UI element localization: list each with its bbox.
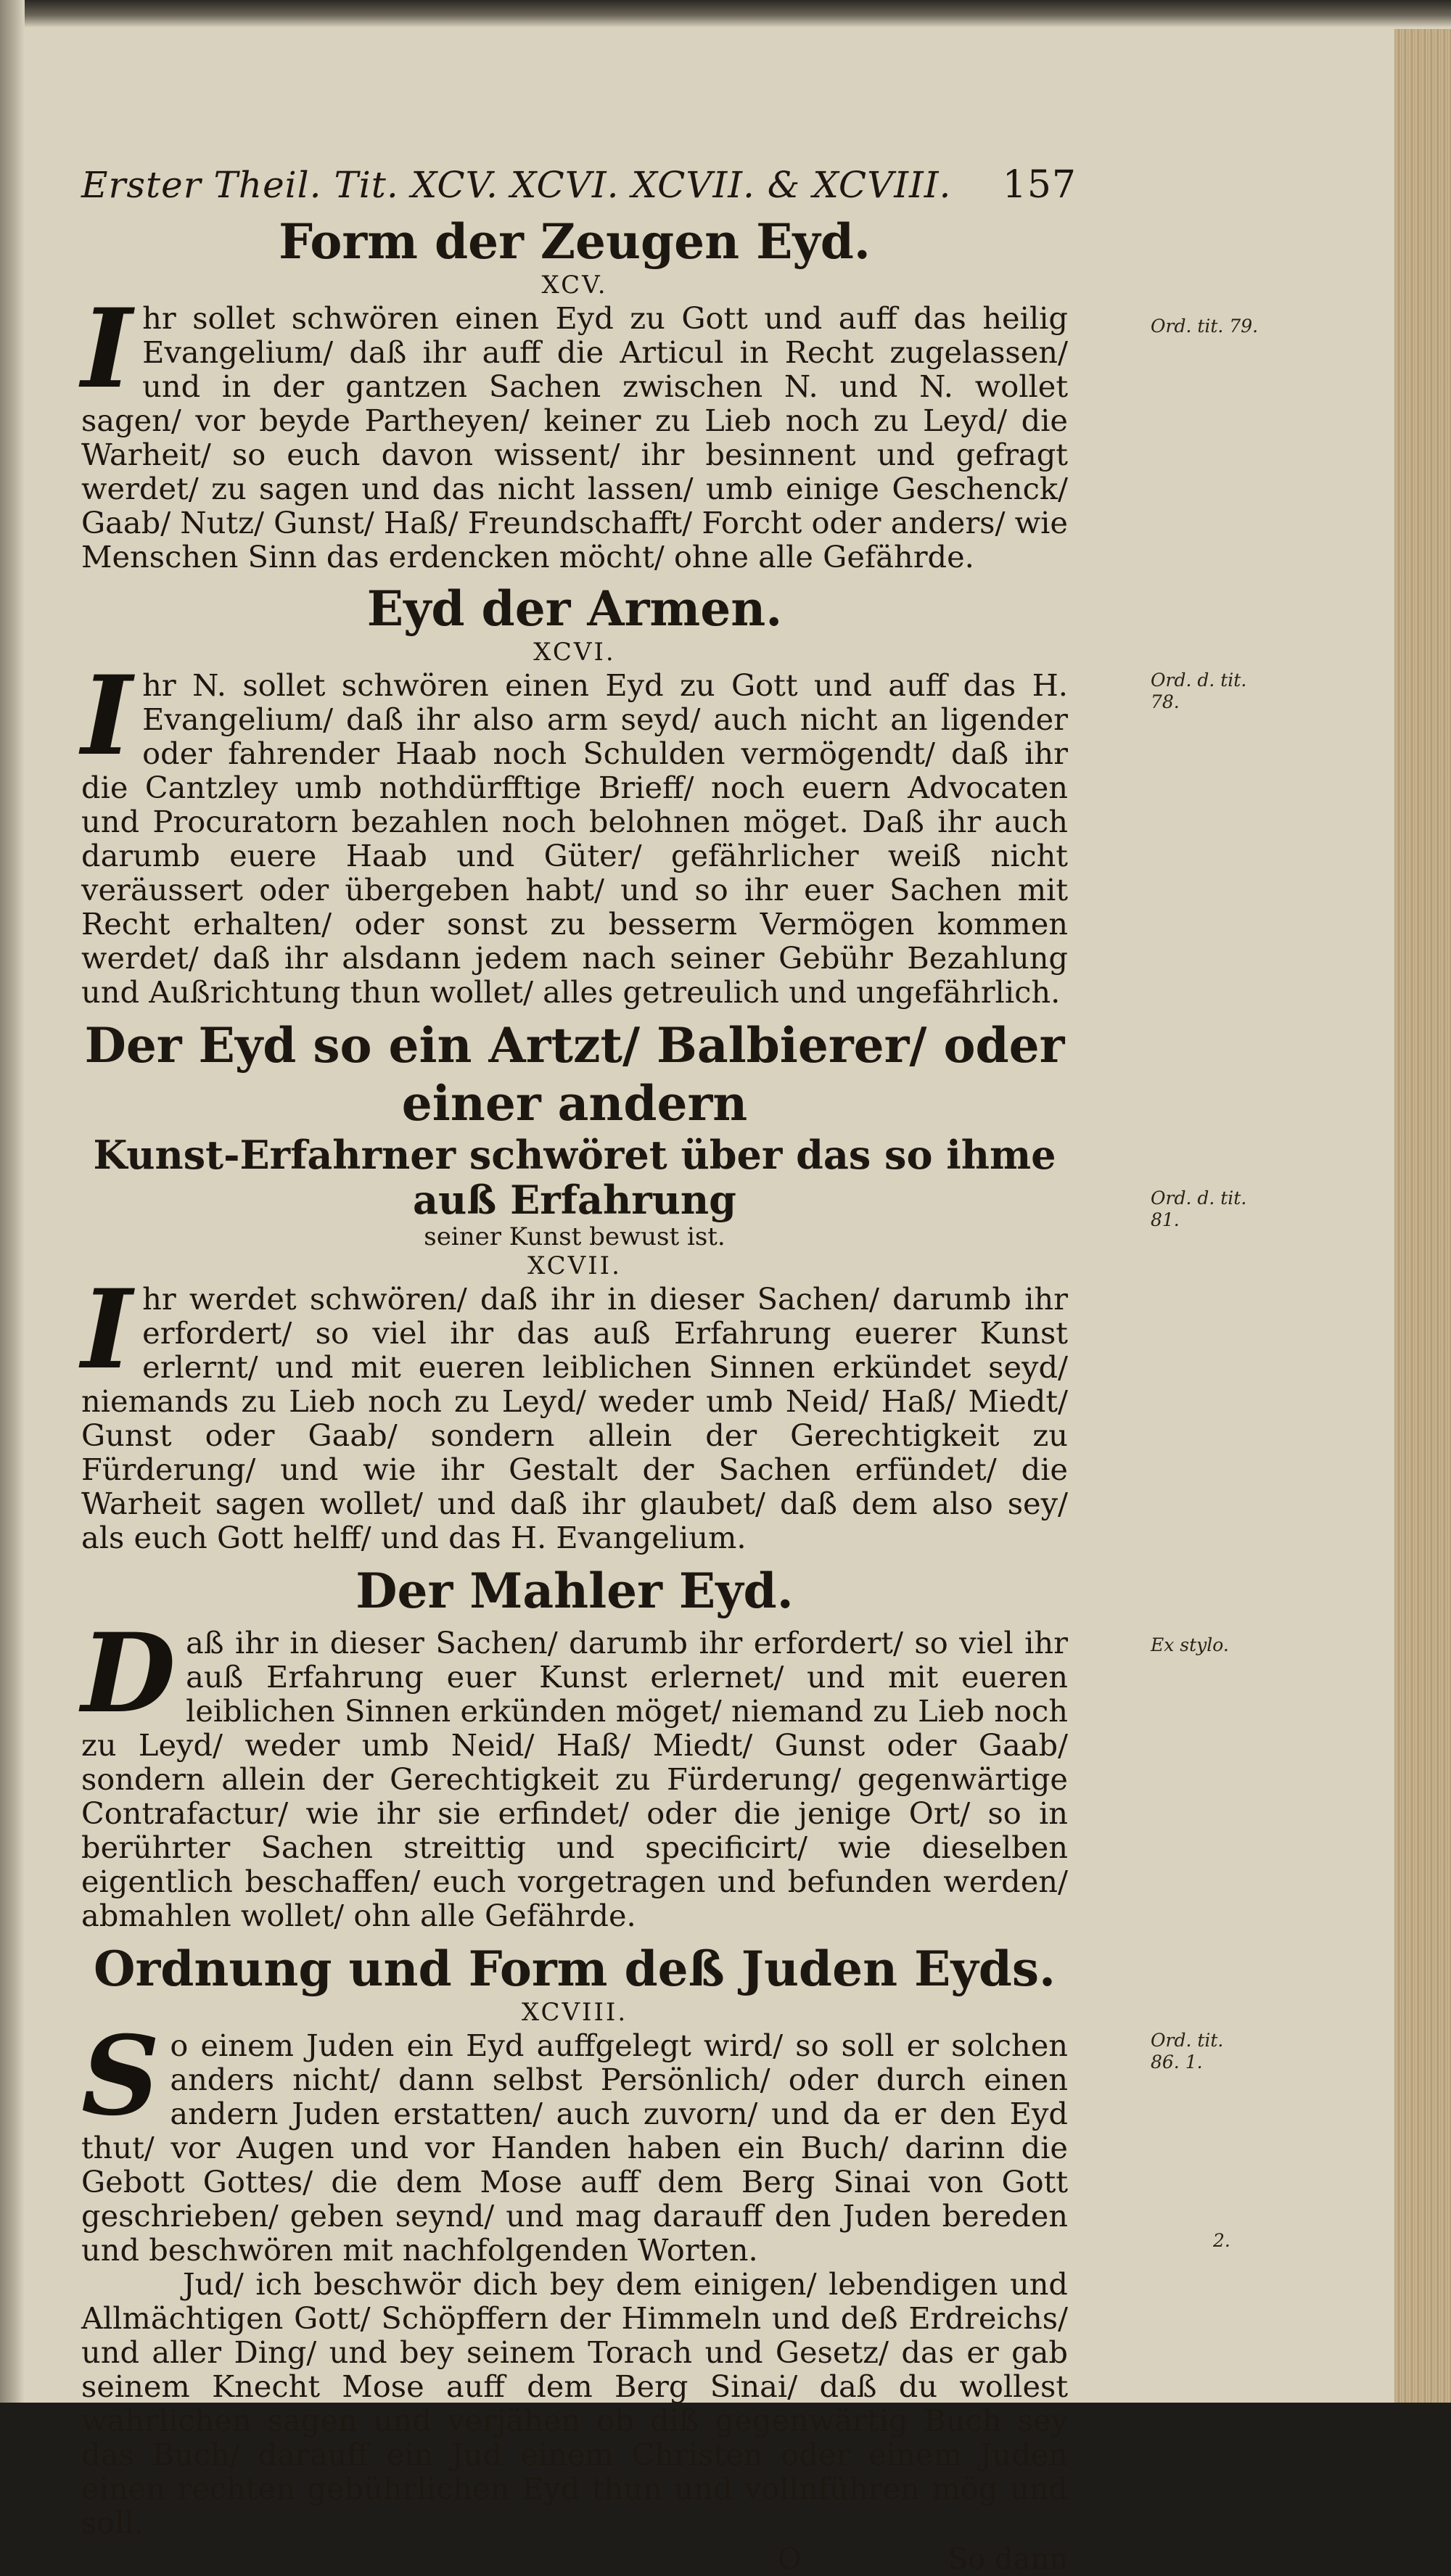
catchword: So dann [948, 2543, 1068, 2576]
running-head-title: Erster Theil. Tit. XCV. XCVI. XCVII. & XCVIII. [81, 164, 952, 206]
drop-cap: I [81, 652, 133, 780]
running-head [81, 163, 1077, 207]
section-heading: Der Mahler Eyd. [355, 1563, 794, 1619]
page-footer [81, 2543, 1068, 2576]
section-heading: Der Eyd so ein Artzt/ Balbierer/ oder einer andern [84, 1017, 1065, 1132]
drop-cap: D [81, 1610, 176, 1737]
section-numeral: XCV. [541, 271, 608, 300]
section-text-2: Jud/ ich beschwör dich bey dem einigen/ lebendigen und Allmächtigen Gott/ Schöpffern der Himmeln und deß Erdreichs/ und aller Ding/ und bey seinem Torach und Gesetz/ das er gab seinem Knecht Mose auff dem Berg Sinai/ daß du wollest wahrlichen sagen und verjähen ob diß gegenwärtig Buch sey das Buch/ darauff ein Jud einem Christen oder einem Juden einen rechten gebührlichen Eyd thun und vollnführen mög und soll. [81, 2266, 1068, 2540]
section-heading-line2: Kunst-Erfahrner schwöret über das so ihme auß Erfahrung [93, 1132, 1056, 1223]
drop-cap: I [81, 1266, 133, 1394]
margin-note: Ord. d. tit. 78. [1151, 670, 1247, 712]
section-numeral: XCVI. [533, 638, 616, 667]
drop-cap: S [81, 2012, 160, 2140]
section-body: hr N. sollet schwören einen Eyd zu Gott und auff das H. Evangelium/ daß ihr also arm seyd/ auch nicht an ligender oder fahrender Haab noch Schulden vermögendt/ daß ihr die Cantzley umb nothdürfftige Brieff/ noch euern Advocaten und Procuratorn bezahlen noch belohnen möget. Daß ihr auch darumb euere Haab und Güter/ gefährlicher weiß nicht veräussert oder übergeben habt/ und so ihr euer Sachen mit Recht erhalten/ oder sonst zu besserm Vermögen kommen werdet/ daß ihr alsdann jedem nach seiner Gebühr Bezahlung und Außrichtung thun wollet/ alles getreulich und ungefährlich. [81, 667, 1068, 1010]
section-numeral: XCVIII. [521, 1998, 628, 2027]
section-heading: Form der Zeugen Eyd. [279, 213, 871, 270]
section-xcviii [81, 1940, 1230, 2540]
section-heading-line3: seiner Kunst bewust ist. [424, 1222, 726, 1251]
margin-note: Ex stylo. [1151, 1634, 1229, 1655]
section-xcvii [81, 1016, 1247, 1555]
signature-mark: O [778, 2543, 802, 2576]
section-xcv [81, 213, 1259, 575]
section-heading: Ordnung und Form deß Juden Eyds. [94, 1941, 1056, 1997]
drop-cap: I [81, 285, 133, 413]
margin-note: Ord. d. tit. 81. [1151, 1188, 1247, 1230]
section-numeral: XCVII. [527, 1251, 622, 1280]
section-text [81, 1610, 1068, 1933]
margin-note-2: 2. [1213, 2230, 1230, 2251]
section-mahler [81, 1562, 1229, 1933]
page-content [81, 149, 1259, 2576]
section-text [81, 1266, 1068, 1555]
page-gutter [0, 0, 25, 2403]
margin-note: Ord. tit. 86. 1. [1151, 2030, 1224, 2073]
section-body: o einem Juden ein Eyd auffgelegt wird/ so soll er solchen anders nicht/ dann selbst Persönlich/ oder durch einen andern Juden erstatten/ auch zuvorn/ und da er den Eyd thut/ vor Augen und vor Handen haben ein Buch/ darinn die Gebott Gottes/ die dem Mose auff dem Berg Sinai von Gott geschrieben/ geben seynd/ und mag darauff den Juden bereden und beschwören mit nachfolgenden Worten. [81, 2028, 1068, 2268]
section-xcvi [81, 580, 1247, 1010]
section-body: hr sollet schwören einen Eyd zu Gott und auff das heilig Evangelium/ daß ihr auff die Articul in Recht zugelassen/ und in der gantzen Sachen zwischen N. und N. wollet sagen/ vor beyde Partheyen/ keiner zu Lieb noch zu Leyd/ die Warheit/ so euch davon wissent/ ihr besinnent und gefragt werdet/ zu sagen und das nicht lassen/ umb einige Geschenck/ Gaab/ Nutz/ Gunst/ Haß/ Freundschafft/ Forcht oder anders/ wie Menschen Sinn das erdencken möcht/ ohne alle Gefährde. [81, 300, 1068, 575]
page-number: 157 [1002, 163, 1077, 207]
section-body: hr werdet schwören/ daß ihr in dieser Sachen/ darumb ihr erfordert/ so viel ihr das auß Erfahrung euerer Kunst erlernt/ und mit eueren leiblichen Sinnen erkündet seyd/ niemands zu Lieb noch zu Leyd/ weder umb Neid/ Haß/ Miedt/ Gunst oder Gaab/ sondern allein der Gerechtigkeit zu Fürderung/ und wie ihr Gestalt der Sachen erfündet/ die Warheit sagen wollet/ und daß ihr glaubet/ daß dem also sey/ als euch Gott helff/ und das H. Evangelium. [81, 1281, 1068, 1555]
margin-note: Ord. tit. 79. [1151, 316, 1259, 337]
section-body: aß ihr in dieser Sachen/ darumb ihr erfordert/ so viel ihr auß Erfahrung euer Kunst erlernet/ und mit eueren leiblichen Sinnen erkünden möget/ niemand zu Lieb noch zu Leyd/ weder umb Neid/ Haß/ Miedt/ Gunst oder Gaab/ sondern allein der Gerechtigkeit zu Fürderung/ gegenwärtige Contrafactur/ wie ihr sie erfindet/ oder die jenige Ort/ so in berührter Sachen streittig und specificirt/ wie dieselben eigentlich beschaffen/ euch vorgetragen und befunden werden/ abmahlen wollet/ ohn alle Gefährde. [81, 1625, 1068, 1933]
page-fore-edge [1394, 29, 1451, 2403]
section-heading: Eyd der Armen. [366, 580, 783, 637]
page-top-shadow [0, 0, 1451, 28]
